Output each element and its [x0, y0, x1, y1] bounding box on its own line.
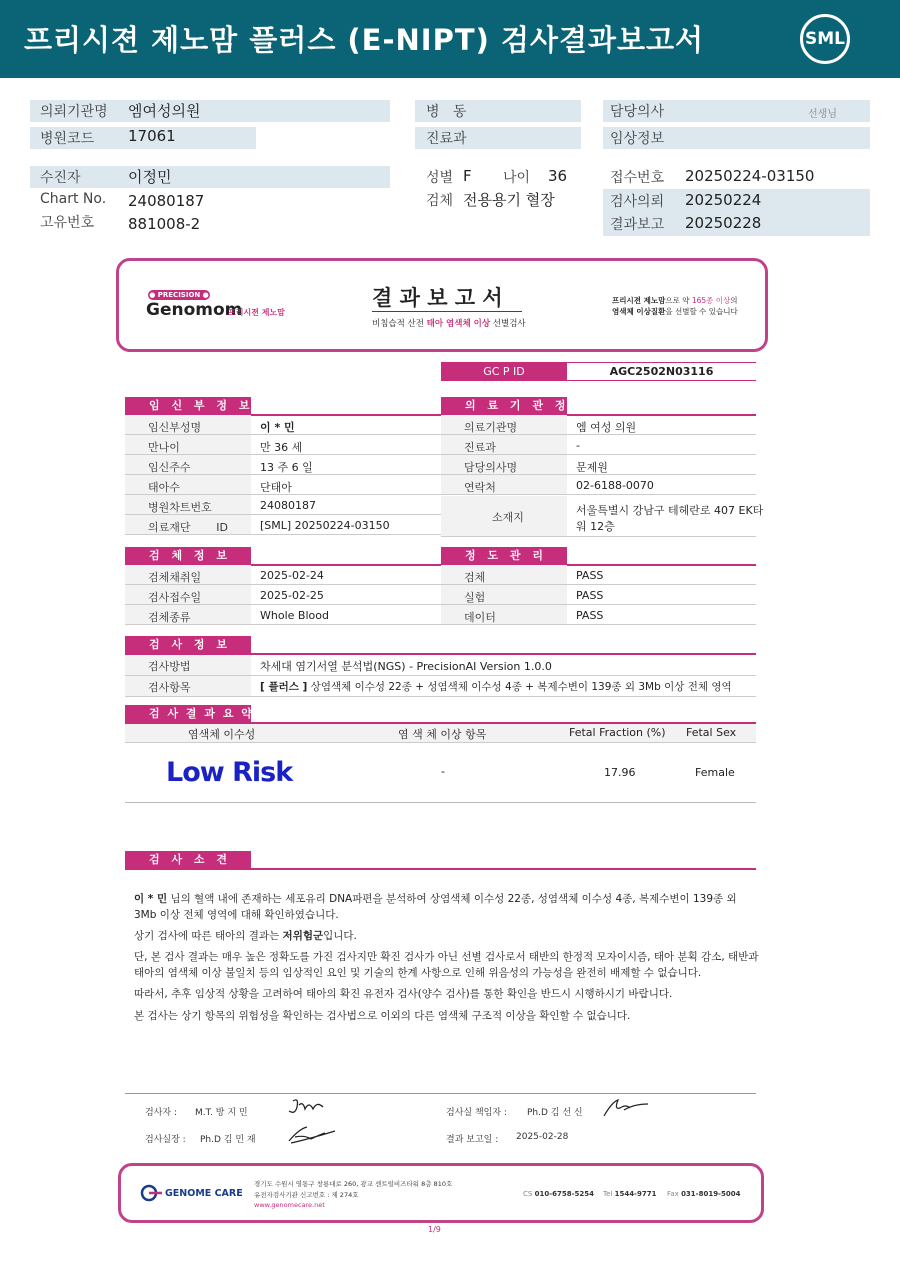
result-risk: Low Risk: [166, 757, 293, 788]
gcp-label: GC P ID: [441, 362, 567, 381]
row-label: 검체채취일: [148, 571, 202, 584]
age-label: 나이: [503, 170, 531, 186]
gcp-value: AGC2502N03116: [567, 362, 756, 381]
doc-title: 결 과 보 고 서: [372, 286, 503, 310]
opinion-text: 상기 검사에 따른 태아의 결과는: [134, 930, 283, 942]
row-label: 연락처: [464, 481, 496, 494]
row-value: PASS: [576, 609, 604, 622]
lab-head-signature-icon: [285, 1123, 340, 1148]
fax-number: 031-8019-5004: [681, 1190, 741, 1198]
tel-number: 1544-9771: [614, 1190, 657, 1198]
chart-value: 24080187: [128, 192, 205, 210]
tag-text: 의: [730, 296, 738, 305]
specimen-label: 검체: [426, 193, 454, 209]
genomom-logo: Genomom: [146, 300, 243, 320]
tag-highlight: 165종 이상: [691, 296, 731, 305]
address-rule: [441, 536, 756, 537]
row-rule: [441, 494, 756, 495]
doctor-suffix: 선생님: [808, 109, 837, 120]
opinion-text: 입니다.: [323, 930, 357, 942]
unique-value: 881008-2: [128, 215, 201, 233]
row-label: 의료기관명: [464, 421, 518, 434]
report-day-value: 2025-02-28: [516, 1132, 569, 1142]
age-value: 36: [548, 167, 568, 185]
specimen-header: 검 체 정 보: [125, 547, 251, 565]
item-text: 상염색체 이수성 22종 + 성염색체 이수성 4종 + 복제수변이 139종 외 3Mb 이상 전체 영역: [307, 681, 732, 693]
row-value: 문제원: [576, 461, 608, 474]
hospital-code-label: 병원코드: [40, 131, 95, 147]
opinion-para-1: [134, 891, 764, 908]
summary-header: 검 사 결 과 요 약: [125, 705, 251, 723]
genomom-sub: 프리시젼 제노맘: [228, 308, 285, 317]
row-value: PASS: [576, 589, 604, 602]
method-value: 차세대 염기서열 분석법(NGS) - PrecisionAI Version 1.0.0: [260, 660, 552, 673]
summary-col-rule: [125, 742, 756, 743]
request-value: 20250224: [685, 191, 762, 209]
tag-text: 을 선별할 수 있습니다: [665, 307, 738, 316]
row-value: PASS: [576, 569, 604, 582]
patient-label: 수진자: [40, 170, 81, 186]
row-label: 병원차트번호: [148, 501, 212, 514]
row-label: 임신주수: [148, 461, 191, 474]
row-value: Whole Blood: [260, 609, 329, 622]
fax-label: Fax: [667, 1190, 679, 1198]
opinion-para-3a: 단, 본 검사 결과는 매우 높은 정확도를 가진 검사지만 확진 검사가 아닌 선별 검사로서 태반의 한정적 모자이시즘, 태아 분획 감소, 태반과: [134, 951, 759, 963]
pregnant-header: 임 신 부 정 보: [125, 397, 251, 415]
responsible-name: Ph.D 김 선 신: [527, 1108, 583, 1118]
row-value: -: [576, 439, 580, 452]
unique-label: 고유번호: [40, 215, 95, 231]
institution-label: 의뢰기관명: [40, 104, 108, 120]
row-label: 만나이: [148, 441, 180, 454]
summary-bottom-rule: [125, 802, 756, 803]
patient-name-bold: 이 * 민: [134, 893, 168, 905]
sex-label: 성별: [426, 170, 454, 186]
opinion-para-1b: 3Mb 이상 전체 영역에 대해 확인하였습니다.: [134, 909, 339, 921]
dept-label: 진료과: [426, 131, 467, 147]
row-label: 데이터: [464, 611, 496, 624]
specimen-value: 전용용기 혈장: [463, 191, 555, 209]
footer-tel: [603, 1190, 656, 1198]
row-value: [SML] 20250224-03150: [260, 519, 390, 532]
opinion-para-2: [134, 928, 357, 945]
row-value: 엠 여성 의원: [576, 421, 637, 434]
tag-bold: 염색체 이상질환: [612, 307, 666, 316]
sex-value: F: [463, 167, 472, 185]
row-label: 담당의사명: [464, 461, 518, 474]
low-risk-bold: 저위험군: [282, 930, 324, 942]
responsible-label: 검사실 책임자 :: [446, 1108, 507, 1118]
medical-header: 의 료 기 관 정 보: [441, 397, 567, 415]
opinion-text: 님의 혈액 내에 존재하는 세포유리 DNA파편을 분석하여 상염색체 이수성 22종, 성염색체 이수성 4종, 복제수변이 139종 외: [167, 893, 737, 905]
result-abnormal: -: [441, 765, 445, 778]
col-aneuploidy: 염색체 이수성: [188, 728, 256, 741]
row-label: 임신부성명: [148, 421, 202, 434]
col-abnormal: 염 색 체 이상 항목: [398, 728, 487, 741]
hospital-code-value: 17061: [128, 127, 176, 145]
address-line-2: 워 12층: [576, 520, 615, 533]
row-label: 태아수: [148, 481, 180, 494]
lab-head-name: Ph.D 김 민 재: [200, 1135, 256, 1145]
header-bar: [0, 0, 900, 78]
institution-value: 엠여성의원: [128, 102, 201, 120]
receipt-label: 접수번호: [610, 170, 665, 186]
row-value: 2025-02-24: [260, 569, 324, 582]
tel-label: Tel: [603, 1190, 613, 1198]
subtitle-part: 선별검사: [490, 319, 526, 329]
row-rule: [125, 624, 441, 625]
signature-rule: [125, 1093, 756, 1094]
test-header: 검 사 정 보: [125, 636, 251, 654]
request-label: 검사의뢰: [610, 194, 665, 210]
method-label: 검사방법: [148, 660, 191, 673]
examiner-label: 검사자 :: [145, 1108, 177, 1118]
row-value: 이 * 민: [260, 421, 295, 434]
responsible-signature-icon: [598, 1096, 653, 1121]
page-number: 1/9: [428, 1225, 441, 1234]
examiner-signature-icon: [285, 1095, 330, 1120]
row-value: 24080187: [260, 499, 316, 512]
doctor-label: 담당의사: [610, 104, 665, 120]
row-label: 검체종류: [148, 611, 191, 624]
receipt-value: 20250224-03150: [685, 167, 815, 185]
opinion-para-3b: 태아의 염색체 이상 불일치 등의 임상적인 요인 및 기술의 한계 사항으로 인해 위음성의 가능성을 완전히 배제할 수 없습니다.: [134, 967, 702, 979]
cs-label: CS: [523, 1190, 533, 1198]
row-label: 검사접수일: [148, 591, 202, 604]
report-date-label: 결과보고: [610, 217, 665, 233]
footer-cs: [523, 1190, 594, 1198]
doc-title-rule: [372, 311, 522, 312]
doc-subtitle: [372, 317, 526, 329]
footer-company: GENOME CARE: [165, 1188, 243, 1199]
row-label: 진료과: [464, 441, 496, 454]
opinion-para-5: 본 검사는 상기 항목의 위험성을 확인하는 검사법으로 이외의 다른 염색체 구조적 이상을 확인할 수 없습니다.: [134, 1010, 631, 1022]
row-label: 실험: [464, 591, 486, 604]
item-bold: [ 플러스 ]: [260, 681, 308, 693]
item-value: [260, 679, 732, 694]
patient-value: 이정민: [128, 168, 172, 186]
opinion-para-4: 따라서, 추후 임상적 상황을 고려하여 태아의 확진 유전자 검사(양수 검사)를 통한 확인을 반드시 시행하시기 바랍니다.: [134, 988, 673, 1000]
tag-bold: 프리시젼 제노맘: [612, 296, 666, 305]
result-fetal-fraction: 17.96: [604, 766, 636, 779]
lab-head-label: 검사실장 :: [145, 1135, 186, 1145]
row-rule: [441, 624, 756, 625]
subtitle-highlight: 태아 염색체 이상: [426, 319, 491, 329]
row-value: 만 36 세: [260, 441, 303, 454]
row-label: 검체: [464, 571, 486, 584]
row-value: 단태아: [260, 481, 292, 494]
genome-care-logo-icon: [140, 1184, 164, 1202]
item-rule: [125, 696, 756, 697]
sml-logo: SML: [800, 14, 850, 64]
row-value: 02-6188-0070: [576, 479, 654, 492]
tag-text: 으로 약: [665, 296, 692, 305]
opinion-header: 검 사 소 견: [125, 851, 251, 869]
footer-address-2: 유전자검사기관 신고번호 : 제 274호: [254, 1191, 359, 1199]
footer-fax: [667, 1190, 740, 1198]
address-line-1: 서울특별시 강남구 테헤란로 407 EK타: [576, 504, 764, 517]
report-date-value: 20250228: [685, 214, 762, 232]
clinical-label: 임상정보: [610, 131, 665, 147]
patient-row: [30, 166, 390, 188]
report-day-label: 결과 보고일 :: [446, 1135, 499, 1145]
opinion-rule: [125, 868, 756, 870]
ward-label: 병 동: [426, 104, 467, 120]
cs-number: 010-6758-5254: [534, 1190, 594, 1198]
address-label: 소재지: [492, 511, 524, 524]
precision-badge: ● PRECISION ●: [149, 291, 209, 299]
row-label: 의료재단 ID: [148, 521, 228, 534]
page-title: 프리시젼 제노맘 플러스 (E-NIPT) 검사결과보고서: [24, 23, 705, 57]
tagline-2: [612, 306, 738, 317]
row-rule: [125, 534, 441, 535]
row-value: 2025-02-25: [260, 589, 324, 602]
qc-header: 정 도 관 리: [441, 547, 567, 565]
col-fetal-fraction: Fetal Fraction (%): [569, 726, 666, 739]
result-fetal-sex: Female: [695, 766, 735, 779]
tagline-1: [612, 295, 738, 306]
subtitle-part: 비침습적 산전: [372, 319, 427, 329]
item-label: 검사항목: [148, 681, 191, 694]
col-fetal-sex: Fetal Sex: [686, 726, 737, 739]
footer-website[interactable]: www.genomecare.net: [254, 1201, 325, 1209]
examiner-name: M.T. 방 지 민: [195, 1108, 248, 1118]
row-value: 13 주 6 일: [260, 461, 313, 474]
chart-label: Chart No.: [40, 191, 107, 207]
footer-address-1: 경기도 수원시 영통구 창룡대로 260, 광교 센트럴비즈타워 8층 810호: [254, 1180, 453, 1188]
